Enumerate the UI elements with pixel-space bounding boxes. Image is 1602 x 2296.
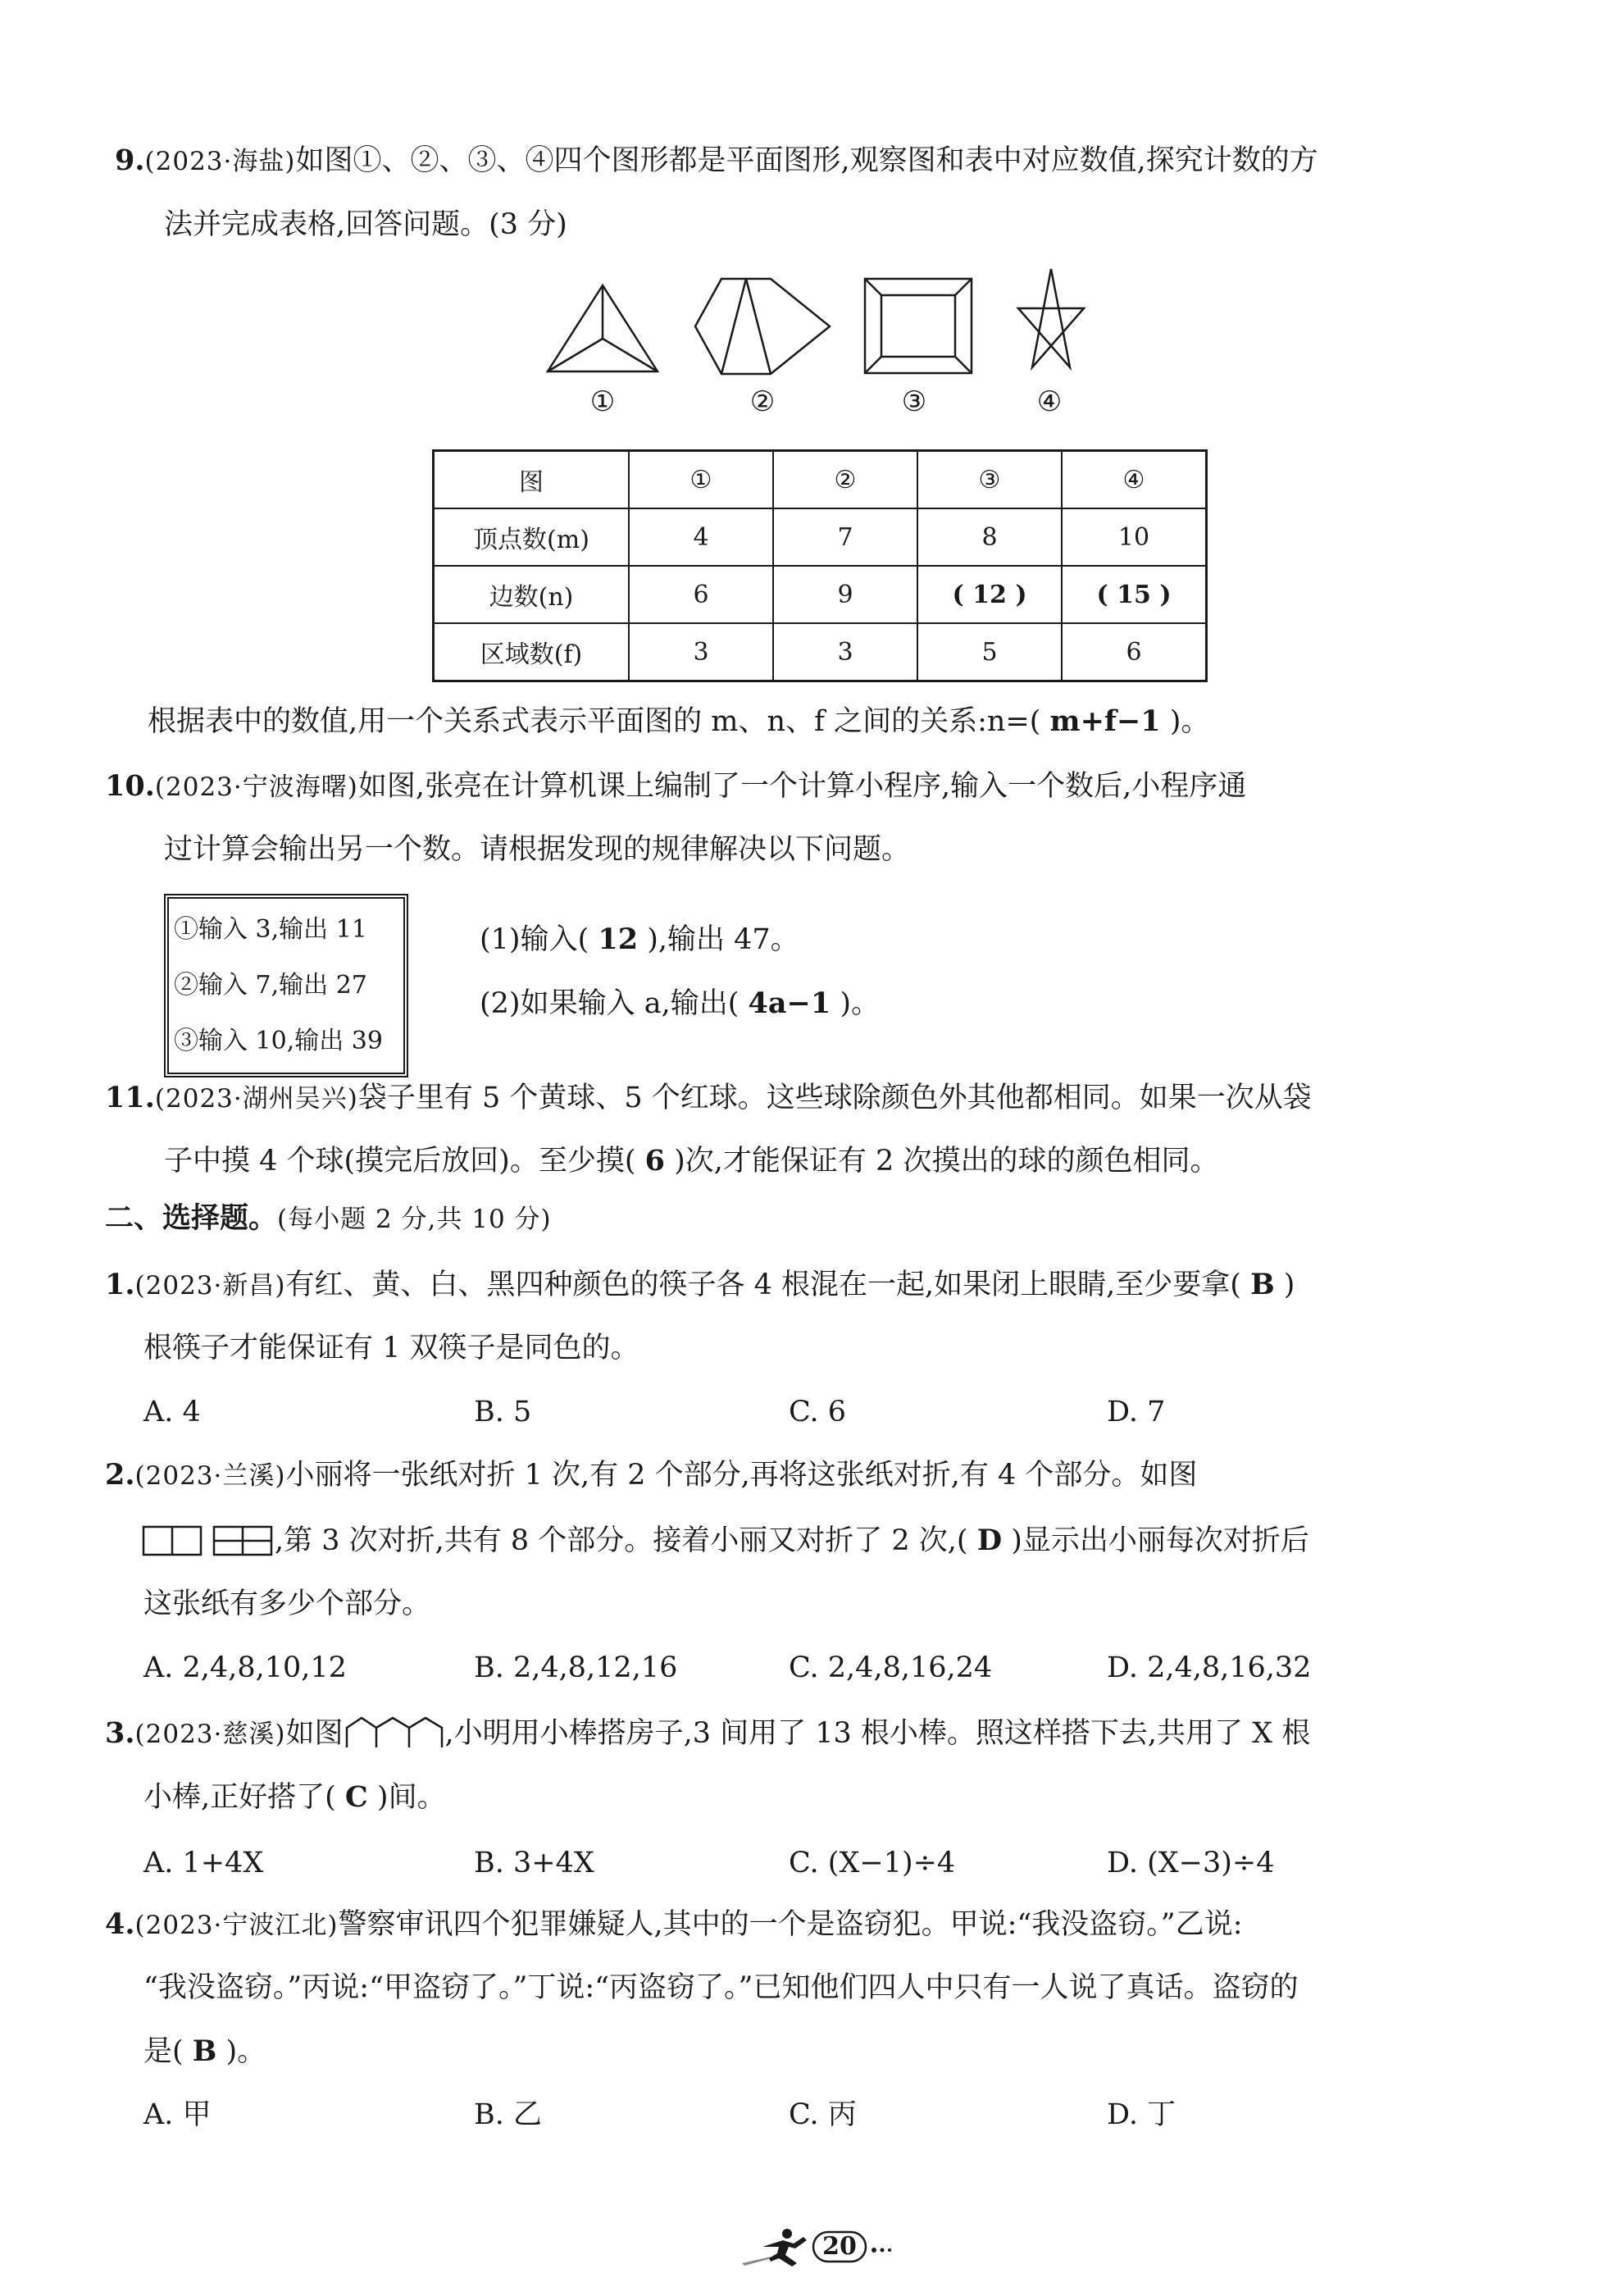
c3-line2: 小棒,正好搭了( C )间。	[143, 1780, 446, 1814]
table-cell: 4	[629, 508, 773, 566]
q11-source: (2023·湖州吴兴)	[154, 1084, 358, 1114]
c1-number: 1.	[105, 1268, 135, 1301]
table-cell: 9	[773, 566, 917, 623]
fig-label-2: ②	[749, 385, 776, 418]
c4-option-d: D. 丁	[1107, 2098, 1176, 2131]
q11-answer: 6	[644, 1144, 665, 1178]
c3-source: (2023·慈溪)	[134, 1720, 286, 1749]
table-cell: 7	[773, 508, 917, 566]
q9-text1: 如图①、②、③、④四个图形都是平面图形,观察图和表中对应数值,探究计数的方	[295, 144, 1318, 177]
q10-answer1: 12	[598, 922, 639, 956]
c4-line3: 是( B )。	[143, 2034, 266, 2068]
fig-label-3: ③	[901, 385, 927, 418]
q9-source: (2023·海盐)	[144, 147, 296, 176]
q10-line1: 10.(2023·宁波海曙)如图,张亮在计算机课上编制了一个计算小程序,输入一个数后,小程序通	[105, 769, 1247, 803]
table-cell: 3	[773, 623, 917, 681]
c4-line1: 4.(2023·宁波江北)警察审讯四个犯罪嫌疑人,其中的一个是盗窃犯。甲说:“我没盗窃。”乙说:	[105, 1907, 1243, 1941]
c3-line1: 3.(2023·慈溪)如图 ,小明用小棒搭房子,3 间用了 13 根小棒。照这样搭下去,共用了 X 根	[105, 1716, 1311, 1750]
table-cell: 10	[1062, 508, 1207, 566]
q9-answer: m+f−1	[1049, 704, 1161, 738]
table-cell: 8	[917, 508, 1062, 566]
c3-option-c: C. (X−1)÷4	[789, 1847, 956, 1879]
table-cell: 边数(n)	[434, 566, 630, 623]
c4-answer: B	[192, 2034, 217, 2068]
table-cell: 5	[917, 623, 1062, 681]
c4-number: 4.	[105, 1907, 135, 1941]
c2-line3: 这张纸有多少个部分。	[143, 1588, 431, 1620]
c4-line2: “我没盗窃。”丙说:“甲盗窃了。”丁说:“丙盗窃了。”已知他们四人中只有一人说了真话。盗窃的	[143, 1971, 1299, 2004]
c2-option-a: A. 2,4,8,10,12	[143, 1651, 347, 1684]
c3-option-d: D. (X−3)÷4	[1107, 1847, 1275, 1879]
c3-option-a: A. 1+4X	[143, 1847, 264, 1879]
c3-answer: C	[344, 1780, 368, 1814]
table-cell: ④	[1062, 451, 1207, 509]
c1-source: (2023·新昌)	[134, 1271, 286, 1301]
c1-line2: 根筷子才能保证有 1 双筷子是同色的。	[143, 1332, 639, 1364]
box-line: ②输入 7,输出 27	[174, 971, 367, 1000]
q10-number: 10.	[105, 769, 155, 803]
q11-number: 11.	[105, 1081, 155, 1114]
c4-source: (2023·宁波江北)	[134, 1911, 339, 1940]
table-cell: 顶点数(m)	[434, 508, 630, 566]
c2-line1: 2.(2023·兰溪)小丽将一张纸对折 1 次,有 2 个部分,再将这张纸对折,有 4 个部分。如图	[105, 1458, 1198, 1492]
c4-option-b: B. 乙	[474, 2098, 542, 2131]
q10-answer2: 4a−1	[748, 986, 831, 1020]
c3-houses-figure	[345, 1716, 444, 1749]
table-cell-answer: ( 12 )	[917, 566, 1062, 623]
section-title: 二、选择题。	[105, 1201, 278, 1235]
q10-program-box	[164, 894, 408, 1077]
q9-line1	[115, 141, 1318, 181]
c1-option-d: D. 7	[1107, 1396, 1166, 1428]
c1-option-a: A. 4	[143, 1396, 201, 1428]
table-cell: ③	[917, 451, 1062, 509]
table-cell-answer: ( 15 )	[1062, 566, 1207, 623]
q9-figures	[533, 261, 1107, 384]
table-cell: 6	[1062, 623, 1207, 681]
q9-number: 9.	[115, 144, 145, 177]
c2-option-c: C. 2,4,8,16,24	[789, 1651, 993, 1684]
c2-fold-figures	[142, 1525, 273, 1556]
c2-answer: D	[976, 1524, 1003, 1557]
page-number: 20	[822, 2232, 857, 2261]
q10-part1: (1)输入( 12 ),输出 47。	[480, 922, 799, 956]
q11-line2: 子中摸 4 个球(摸完后放回)。至少摸( 6 )次,才能保证有 2 次摸出的球的颜色相同。	[164, 1144, 1219, 1178]
c3-option-b: B. 3+4X	[474, 1847, 594, 1879]
q10-line2: 过计算会输出另一个数。请根据发现的规律解决以下问题。	[164, 833, 911, 866]
c4-option-c: C. 丙	[789, 2098, 857, 2131]
c1-line1: 1.(2023·新昌)有红、黄、白、黑四种颜色的筷子各 4 根混在一起,如果闭上眼睛,至少要拿( B )	[105, 1268, 1295, 1301]
figure-frame	[865, 279, 972, 373]
box-line: ①输入 3,输出 11	[174, 915, 367, 944]
table-row	[434, 508, 1207, 566]
q9-conclusion: 根据表中的数值,用一个关系式表示平面图的 m、n、f 之间的关系:n=( m+f−1 )。	[148, 704, 1210, 738]
table-cell: ①	[629, 451, 773, 509]
q9-table	[432, 449, 1208, 682]
section2-heading	[105, 1199, 552, 1239]
q9-line2: 法并完成表格,回答问题。(3 分)	[164, 208, 567, 241]
c2-line2: ,第 3 次对折,共有 8 个部分。接着小丽又对折了 2 次,( D )显示出小丽每次对折后	[275, 1524, 1309, 1557]
box-line: ③输入 10,输出 39	[174, 1027, 383, 1055]
c2-number: 2.	[105, 1458, 135, 1492]
c1-answer: B	[1250, 1268, 1275, 1301]
c2-option-d: D. 2,4,8,16,32	[1107, 1651, 1312, 1684]
table-row	[434, 566, 1207, 623]
c2-option-b: B. 2,4,8,12,16	[474, 1651, 678, 1684]
q10-source: (2023·宁波海曙)	[154, 772, 358, 802]
table-cell: 6	[629, 566, 773, 623]
table-cell: 图	[434, 451, 630, 509]
c1-option-b: B. 5	[474, 1396, 532, 1428]
fig-label-4: ④	[1036, 385, 1063, 418]
c3-number: 3.	[105, 1716, 135, 1750]
table-cell: 3	[629, 623, 773, 681]
table-cell: ②	[773, 451, 917, 509]
table-header-row	[434, 451, 1207, 509]
q10-part2: (2)如果输入 a,输出( 4a−1 )。	[480, 986, 881, 1020]
section-note: (每小题 2 分,共 10 分)	[277, 1205, 552, 1234]
figure-triangle	[548, 285, 658, 371]
c4-option-a: A. 甲	[143, 2098, 212, 2131]
fig-label-1: ①	[589, 385, 616, 418]
c2-source: (2023·兰溪)	[134, 1461, 286, 1491]
figure-hexagon	[695, 279, 830, 374]
table-cell: 区域数(f)	[434, 623, 630, 681]
q11-line1: 11.(2023·湖州吴兴)袋子里有 5 个黄球、5 个红球。这些球除颜色外其他都相同。如果一次从袋	[105, 1081, 1312, 1114]
table-row	[434, 623, 1207, 681]
figure-star	[1018, 269, 1084, 367]
c1-option-c: C. 6	[789, 1396, 847, 1428]
